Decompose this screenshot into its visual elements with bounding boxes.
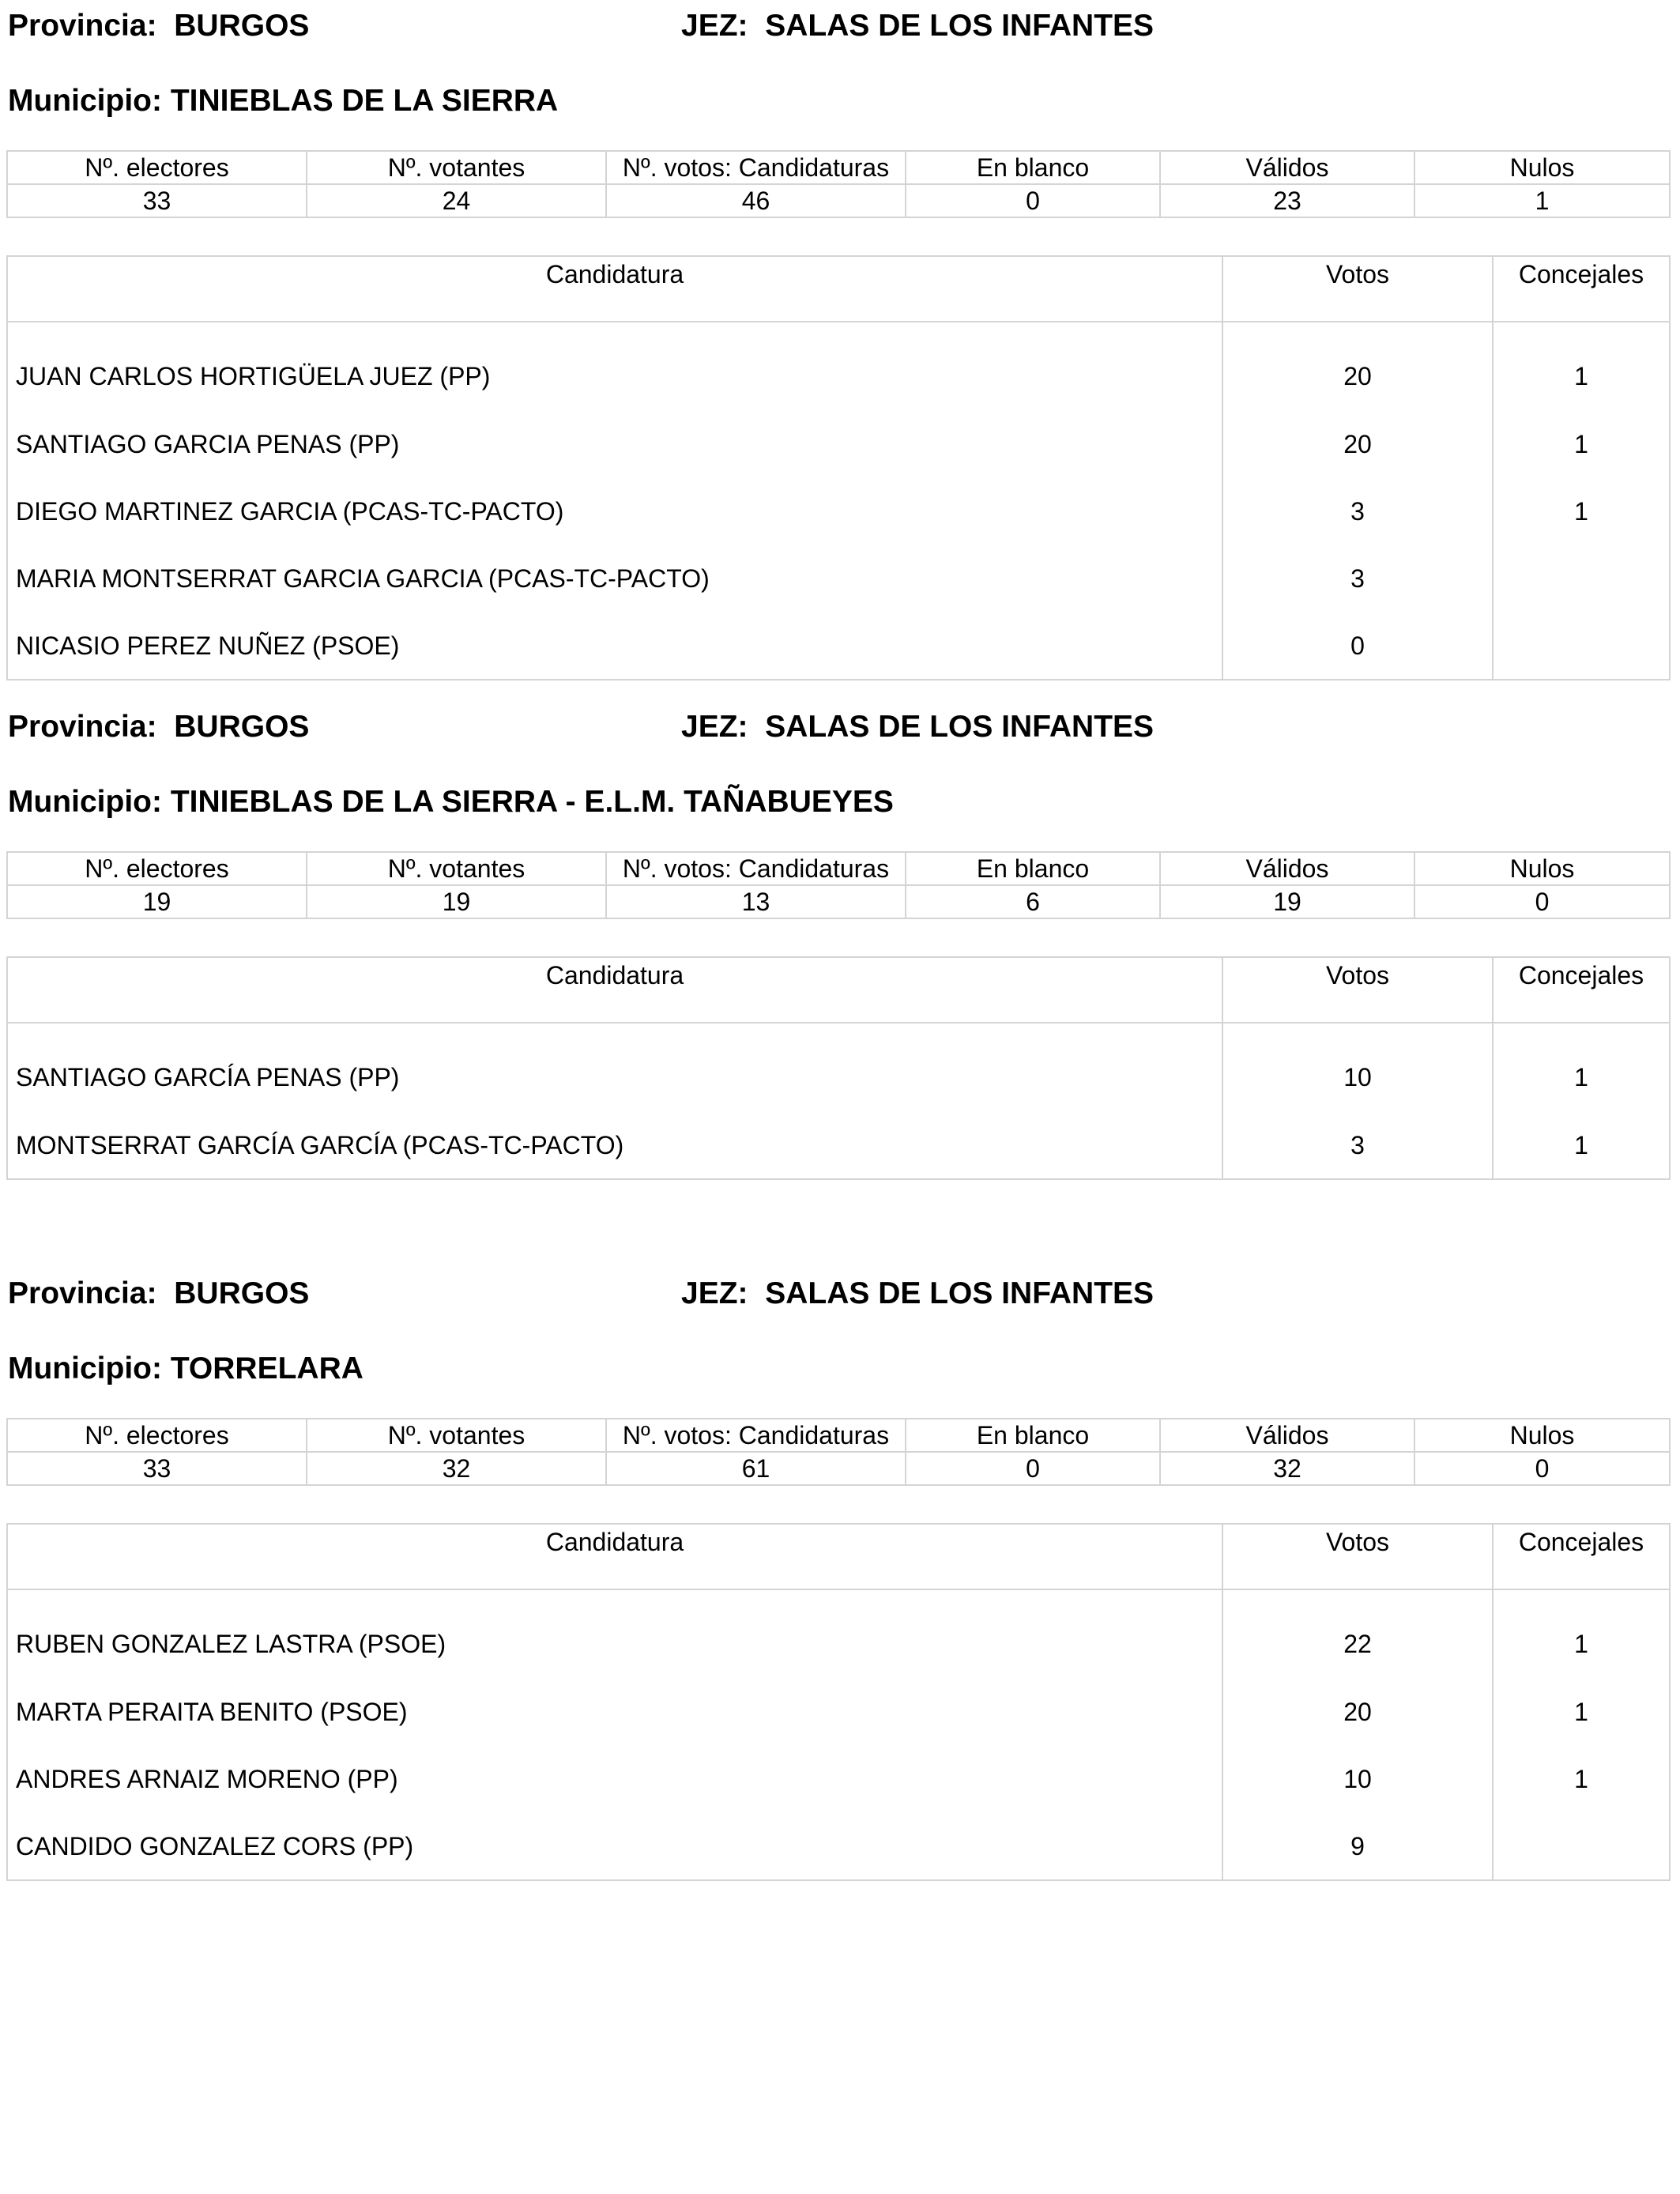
candidate-votes: 10: [1222, 1023, 1493, 1111]
candidate-votes: 3: [1222, 477, 1493, 545]
candidate-seats: [1493, 545, 1670, 612]
summary-value: 23: [1160, 184, 1414, 217]
summary-header: Nº. votantes: [307, 852, 606, 885]
provincia-value: BURGOS: [174, 9, 310, 43]
votos-header: Votos: [1222, 957, 1493, 1023]
candidate-name: MARIA MONTSERRAT GARCIA GARCIA (PCAS-TC-PACTO): [7, 545, 1222, 612]
provincia-heading: [8, 6, 309, 46]
summary-value: 6: [906, 885, 1160, 918]
candidates-header-row: [7, 1524, 1670, 1589]
jez-label: JEZ:: [681, 1276, 748, 1310]
provincia-label: Provincia:: [8, 710, 157, 744]
summary-value: 0: [906, 184, 1160, 217]
summary-value: 19: [7, 885, 307, 918]
summary-header: Nº. votos: Candidaturas: [606, 151, 906, 184]
summary-value: 61: [606, 1452, 906, 1485]
summary-header: Nº. electores: [7, 151, 307, 184]
candidate-name: NICASIO PEREZ NUÑEZ (PSOE): [7, 612, 1222, 680]
summary-value: 33: [7, 184, 307, 217]
summary-value: 0: [1414, 1452, 1670, 1485]
candidate-name: DIEGO MARTINEZ GARCIA (PCAS-TC-PACTO): [7, 477, 1222, 545]
summary-header: Nulos: [1414, 151, 1670, 184]
candidate-seats: 1: [1493, 1678, 1670, 1745]
summary-value: 32: [307, 1452, 606, 1485]
municipio-heading: [8, 782, 894, 822]
candidate-seats: [1493, 1812, 1670, 1880]
table-row: [7, 1678, 1670, 1745]
summary-value: 33: [7, 1452, 307, 1485]
municipio-label: Municipio:: [8, 1351, 162, 1385]
summary-header: Nulos: [1414, 852, 1670, 885]
candidates-table: [6, 956, 1671, 1180]
summary-table: [6, 150, 1671, 218]
candidates-header-row: [7, 957, 1670, 1023]
provincia-value: BURGOS: [174, 1276, 310, 1310]
municipio-heading: [8, 81, 558, 121]
candidates-table: [6, 1523, 1671, 1881]
candidatura-header: Candidatura: [7, 1524, 1222, 1589]
candidate-name: JUAN CARLOS HORTIGÜELA JUEZ (PP): [7, 322, 1222, 410]
candidatura-header: Candidatura: [7, 256, 1222, 322]
summary-value: 19: [1160, 885, 1414, 918]
summary-header: Nulos: [1414, 1419, 1670, 1452]
candidate-seats: 1: [1493, 1023, 1670, 1111]
candidates-table: [6, 255, 1671, 680]
candidate-seats: 1: [1493, 477, 1670, 545]
candidate-name: CANDIDO GONZALEZ CORS (PP): [7, 1812, 1222, 1880]
candidate-name: MONTSERRAT GARCÍA GARCÍA (PCAS-TC-PACTO): [7, 1111, 1222, 1179]
candidate-votes: 3: [1222, 545, 1493, 612]
candidate-votes: 20: [1222, 410, 1493, 477]
table-row: [7, 545, 1670, 612]
jez-value: SALAS DE LOS INFANTES: [765, 9, 1155, 43]
summary-table: [6, 1418, 1671, 1486]
jez-label: JEZ:: [681, 9, 748, 43]
candidate-votes: 22: [1222, 1589, 1493, 1678]
summary-header: Válidos: [1160, 151, 1414, 184]
summary-header-row: [7, 852, 1670, 885]
municipio-value: TINIEBLAS DE LA SIERRA: [170, 84, 559, 118]
summary-value: 32: [1160, 1452, 1414, 1485]
provincia-heading: [8, 707, 309, 747]
candidate-votes: 9: [1222, 1812, 1493, 1880]
votos-header: Votos: [1222, 1524, 1493, 1589]
jez-value: SALAS DE LOS INFANTES: [765, 1276, 1155, 1310]
candidate-seats: 1: [1493, 1111, 1670, 1179]
provincia-label: Provincia:: [8, 9, 157, 43]
summary-header-row: [7, 151, 1670, 184]
candidate-votes: 3: [1222, 1111, 1493, 1179]
candidate-votes: 0: [1222, 612, 1493, 680]
jez-value: SALAS DE LOS INFANTES: [765, 710, 1155, 744]
summary-header: Nº. electores: [7, 1419, 307, 1452]
candidate-votes: 20: [1222, 322, 1493, 410]
votos-header: Votos: [1222, 256, 1493, 322]
candidate-name: RUBEN GONZALEZ LASTRA (PSOE): [7, 1589, 1222, 1678]
summary-header: En blanco: [906, 852, 1160, 885]
table-row: [7, 1812, 1670, 1880]
candidates-header-row: [7, 256, 1670, 322]
jez-label: JEZ:: [681, 710, 748, 744]
candidate-votes: 10: [1222, 1745, 1493, 1812]
candidate-name: MARTA PERAITA BENITO (PSOE): [7, 1678, 1222, 1745]
summary-header: Válidos: [1160, 1419, 1414, 1452]
summary-header: Válidos: [1160, 852, 1414, 885]
summary-value-row: [7, 184, 1670, 217]
municipio-label: Municipio:: [8, 785, 162, 819]
table-row: [7, 1111, 1670, 1179]
summary-header: Nº. votantes: [307, 151, 606, 184]
provincia-label: Provincia:: [8, 1276, 157, 1310]
summary-header: Nº. votos: Candidaturas: [606, 1419, 906, 1452]
candidate-seats: [1493, 612, 1670, 680]
summary-value: 24: [307, 184, 606, 217]
provincia-heading: [8, 1274, 309, 1314]
candidate-seats: 1: [1493, 322, 1670, 410]
summary-header: Nº. electores: [7, 852, 307, 885]
summary-value: 13: [606, 885, 906, 918]
candidate-seats: 1: [1493, 1745, 1670, 1812]
candidate-name: SANTIAGO GARCIA PENAS (PP): [7, 410, 1222, 477]
table-row: [7, 612, 1670, 680]
candidatura-header: Candidatura: [7, 957, 1222, 1023]
summary-table: [6, 851, 1671, 919]
jez-heading: [681, 1274, 1154, 1314]
table-row: [7, 322, 1670, 410]
summary-value-row: [7, 1452, 1670, 1485]
table-row: [7, 410, 1670, 477]
table-row: [7, 1589, 1670, 1678]
jez-heading: [681, 6, 1154, 46]
jez-heading: [681, 707, 1154, 747]
table-row: [7, 1745, 1670, 1812]
summary-value: 1: [1414, 184, 1670, 217]
candidate-name: SANTIAGO GARCÍA PENAS (PP): [7, 1023, 1222, 1111]
candidate-votes: 20: [1222, 1678, 1493, 1745]
summary-header: Nº. votantes: [307, 1419, 606, 1452]
summary-value-row: [7, 885, 1670, 918]
candidate-seats: 1: [1493, 410, 1670, 477]
summary-header: En blanco: [906, 1419, 1160, 1452]
concejales-header: Concejales: [1493, 1524, 1670, 1589]
provincia-value: BURGOS: [174, 710, 310, 744]
summary-value: 19: [307, 885, 606, 918]
summary-header-row: [7, 1419, 1670, 1452]
table-row: [7, 477, 1670, 545]
summary-header: Nº. votos: Candidaturas: [606, 852, 906, 885]
municipio-value: TINIEBLAS DE LA SIERRA - E.L.M. TAÑABUEYES: [170, 785, 894, 819]
concejales-header: Concejales: [1493, 957, 1670, 1023]
table-row: [7, 1023, 1670, 1111]
summary-value: 46: [606, 184, 906, 217]
municipio-value: TORRELARA: [170, 1351, 363, 1385]
summary-value: 0: [906, 1452, 1160, 1485]
concejales-header: Concejales: [1493, 256, 1670, 322]
municipio-label: Municipio:: [8, 84, 162, 118]
summary-value: 0: [1414, 885, 1670, 918]
municipio-heading: [8, 1349, 363, 1389]
candidate-name: ANDRES ARNAIZ MORENO (PP): [7, 1745, 1222, 1812]
summary-header: En blanco: [906, 151, 1160, 184]
candidate-seats: 1: [1493, 1589, 1670, 1678]
